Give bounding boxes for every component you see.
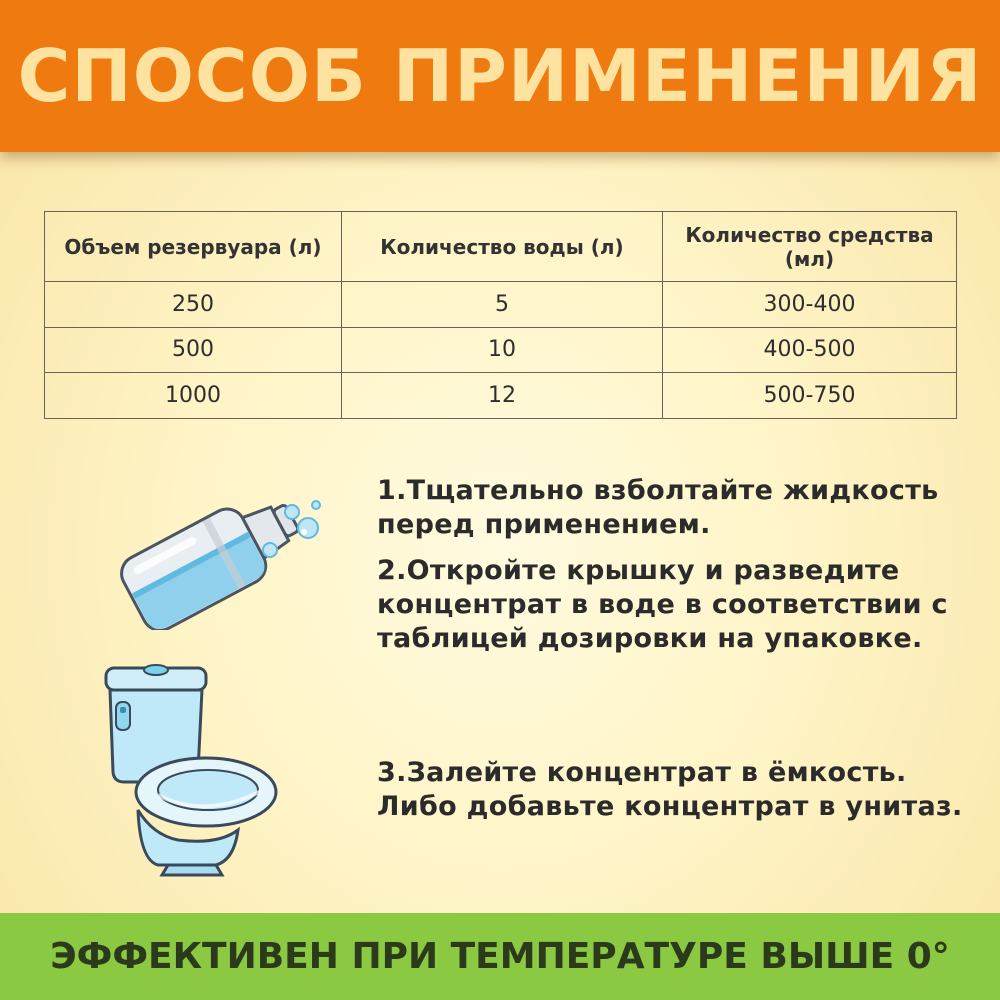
step-2-line-2: концентрат в воде в соответствии с <box>377 589 948 620</box>
instructions-steps-1-2 <box>377 474 977 656</box>
step-1-line-2: перед применением. <box>377 509 711 540</box>
table-cell: 400-500 <box>663 327 957 373</box>
step-3-line-2: Либо добавьте концентрат в унитаз. <box>377 791 963 822</box>
step-2-line-3: таблицей дозировки на упаковке. <box>377 623 923 654</box>
dosage-table <box>44 211 957 419</box>
table-cell: 500 <box>45 327 342 373</box>
footer-banner <box>0 913 1000 1000</box>
table-cell: 1000 <box>45 373 342 419</box>
column-header-tank-volume: Объем резервуара (л) <box>45 212 342 282</box>
table-row <box>45 282 957 328</box>
column-header-water-amount: Количество воды (л) <box>342 212 663 282</box>
column-header-product-amount: Количество средства (мл) <box>663 212 957 282</box>
header-banner <box>0 0 1000 152</box>
table-row <box>45 373 957 419</box>
table-row <box>45 327 957 373</box>
table-cell: 5 <box>342 282 663 328</box>
page-title: СПОСОБ ПРИМЕНЕНИЯ <box>17 34 983 118</box>
step-3-line-1: 3.Залейте концентрат в ёмкость. <box>377 757 907 788</box>
table-cell: 300-400 <box>663 282 957 328</box>
step-2-line-1: 2.Откройте крышку и разведите <box>377 555 900 586</box>
bottle-icon <box>100 470 340 630</box>
table-cell: 500-750 <box>663 373 957 419</box>
temperature-note: ЭФФЕКТИВЕН ПРИ ТЕМПЕРАТУРЕ ВЫШЕ 0° <box>50 936 950 977</box>
dosage-table-container <box>44 211 956 419</box>
table-cell: 12 <box>342 373 663 419</box>
table-cell: 250 <box>45 282 342 328</box>
table-cell: 10 <box>342 327 663 373</box>
instructions-step-3 <box>377 756 977 824</box>
toilet-icon <box>98 660 288 880</box>
table-header-row <box>45 212 957 282</box>
step-1-line-1: 1.Тщательно взболтайте жидкость <box>377 475 939 506</box>
